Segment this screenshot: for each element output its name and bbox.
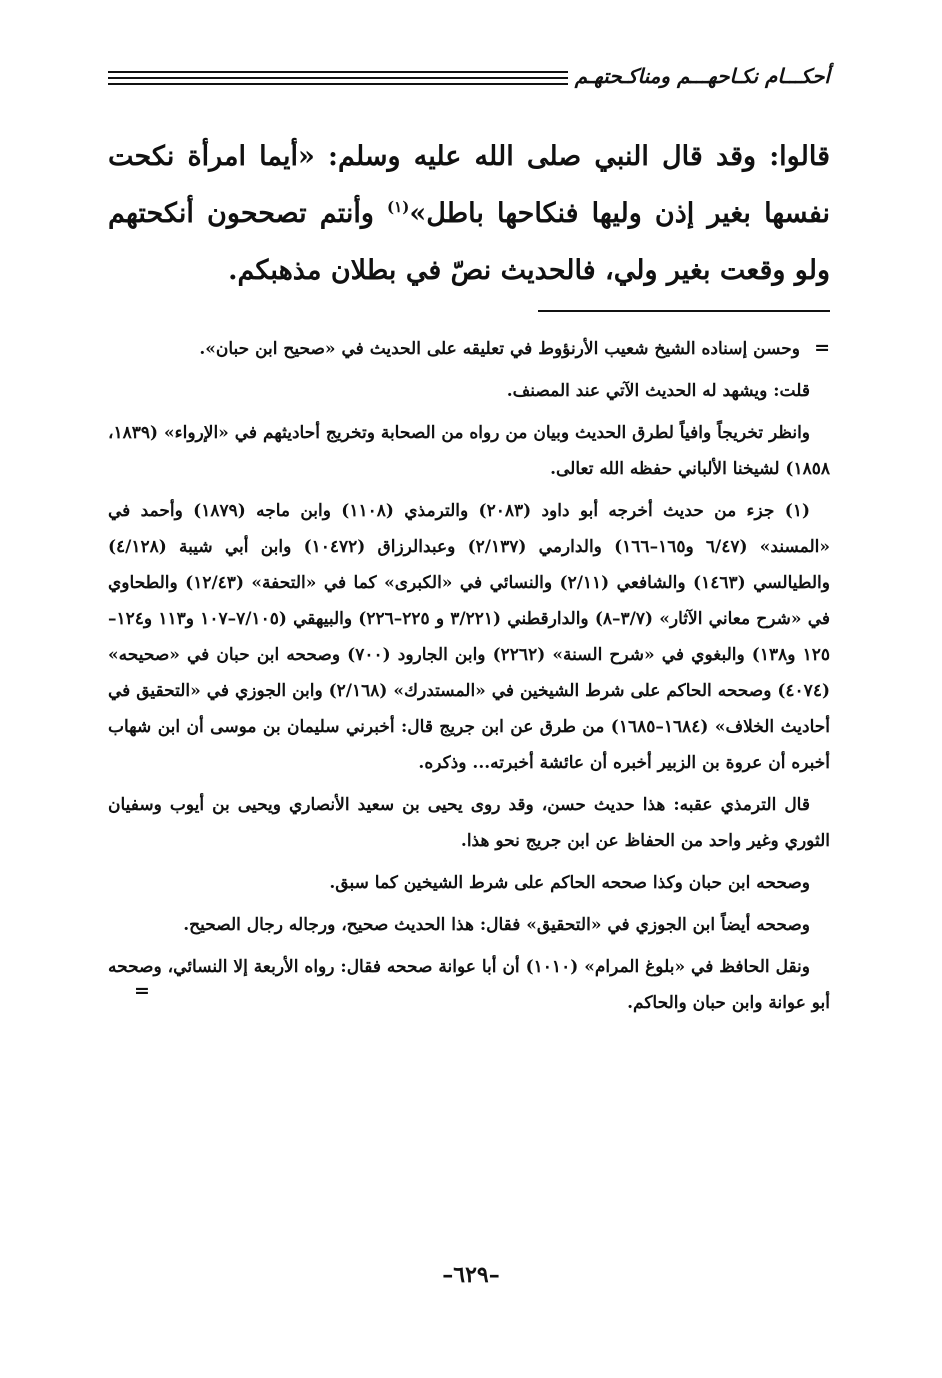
footnote-text: وصححه ابن حبان وكذا صححه الحاكم على شرط الشيخين كما سبق.: [329, 873, 810, 893]
footnote-text: قال الترمذي عقبه: هذا حديث حسن، وقد روى يحيى بن سعيد الأنصاري ويحيى بن أيوب وسفيان الثوري وغير واحد من الحفاظ عن ابن جريج نحو هذا.: [108, 795, 830, 851]
footnote-paragraph: [108, 949, 830, 1021]
main-text-part-1: قالوا: وقد قال النبي صلى الله عليه وسلم: «أيما امرأة نكحت نفسها بغير إذن وليها فنكاحها باطل»: [108, 141, 830, 229]
footnote-paragraph: [108, 330, 830, 367]
continuation-end-mark: =: [134, 980, 150, 1002]
footnote-text: (١) جزء من حديث أخرجه أبو داود (٢٠٨٣) والترمذي (١١٠٨) وابن ماجه (١٨٧٩) وأحمد في «المسند» (٦/٤٧ و١٦٥–١٦٦) والدارمي (٢/١٣٧) وعبدالرزاق (١٠٤٧٢) وابن أبي شيبة (٤/١٢٨) والطيالسي (١٤٦٣) والشافعي (٢/١١) والنسائي في «الكبرى» كما في «التحفة» (١٢/٤٣) والطحاوي في «شرح معاني الآثار» (٣/٧–٨) والدارقطني (٣/٢٢١ و ٢٢٥–٢٢٦) والبيهقي (٧/١٠٥–١٠٧ و١١٣ و١٢٤–١٢٥ و١٣٨) والبغوي في «شرح السنة» (٢٢٦٢) وابن الجارود (٧٠٠) وصححه ابن حبان في «صحيحه» (٤٠٧٤) وصححه الحاكم على شرط الشيخين في «المستدرك» (٢/١٦٨) وابن الجوزي في «التحقيق في أحاديث الخلاف» (١٦٨٤–١٦٨٥) من طرق عن ابن جريج قال: أخبرني سليمان بن موسى أن ابن شهاب أخبره أن عروة بن الزبير أخبره أن عائشة أخبرته... وذكره.: [108, 501, 831, 773]
footnote-paragraph: [108, 787, 830, 859]
footnote-text: وانظر تخريجاً وافياً لطرق الحديث وبيان من رواه من الصحابة وتخريج أحاديثهم في «الإرواء» (١٨٣٩، ١٨٥٨) لشيخنا الألباني حفظه الله تعالى.: [108, 423, 830, 479]
footnote-text: قلت: ويشهد له الحديث الآتي عند المصنف.: [506, 381, 810, 401]
footnote-paragraph: [108, 373, 830, 409]
main-paragraph: [108, 128, 830, 299]
header-rule: [108, 77, 568, 79]
header-rule: [108, 71, 568, 73]
footnote-reference: (١): [387, 198, 410, 216]
footnote-paragraph: [108, 865, 830, 901]
footnote-text: وحسن إسناده الشيخ شعيب الأرنؤوط في تعليقه على الحديث في «صحيح ابن حبان».: [199, 339, 800, 359]
running-header: [108, 62, 830, 98]
main-text-part-2: وأنتم تصححون أنكحتهم ولو وقعت بغير ولي، فالحديث نصّ في بطلان مذهبكم.: [108, 198, 830, 286]
footnote-text: ونقل الحافظ في «بلوغ المرام» (١٠١٠) أن أبا عوانة صححه فقال: رواه الأربعة إلا النسائي، وصححه أبو عوانة وابن حبان والحاكم.: [108, 957, 830, 1013]
header-title: أحكـــام نكـاحهـــم ومناكـحتهـم: [574, 64, 830, 88]
footnote-paragraph: [108, 415, 830, 487]
footnote-paragraph: [108, 493, 830, 781]
footnote-text: وصححه أيضاً ابن الجوزي في «التحقيق» فقال: هذا الحديث صحيح، ورجاله رجال الصحيح.: [183, 915, 810, 935]
header-rule: [108, 83, 568, 85]
footnotes: [108, 330, 830, 1027]
page-number: –٦٢٩–: [442, 1262, 500, 1288]
footnote-paragraph: [108, 907, 830, 943]
continuation-mark: =: [814, 337, 830, 359]
footnote-separator: [538, 310, 830, 312]
